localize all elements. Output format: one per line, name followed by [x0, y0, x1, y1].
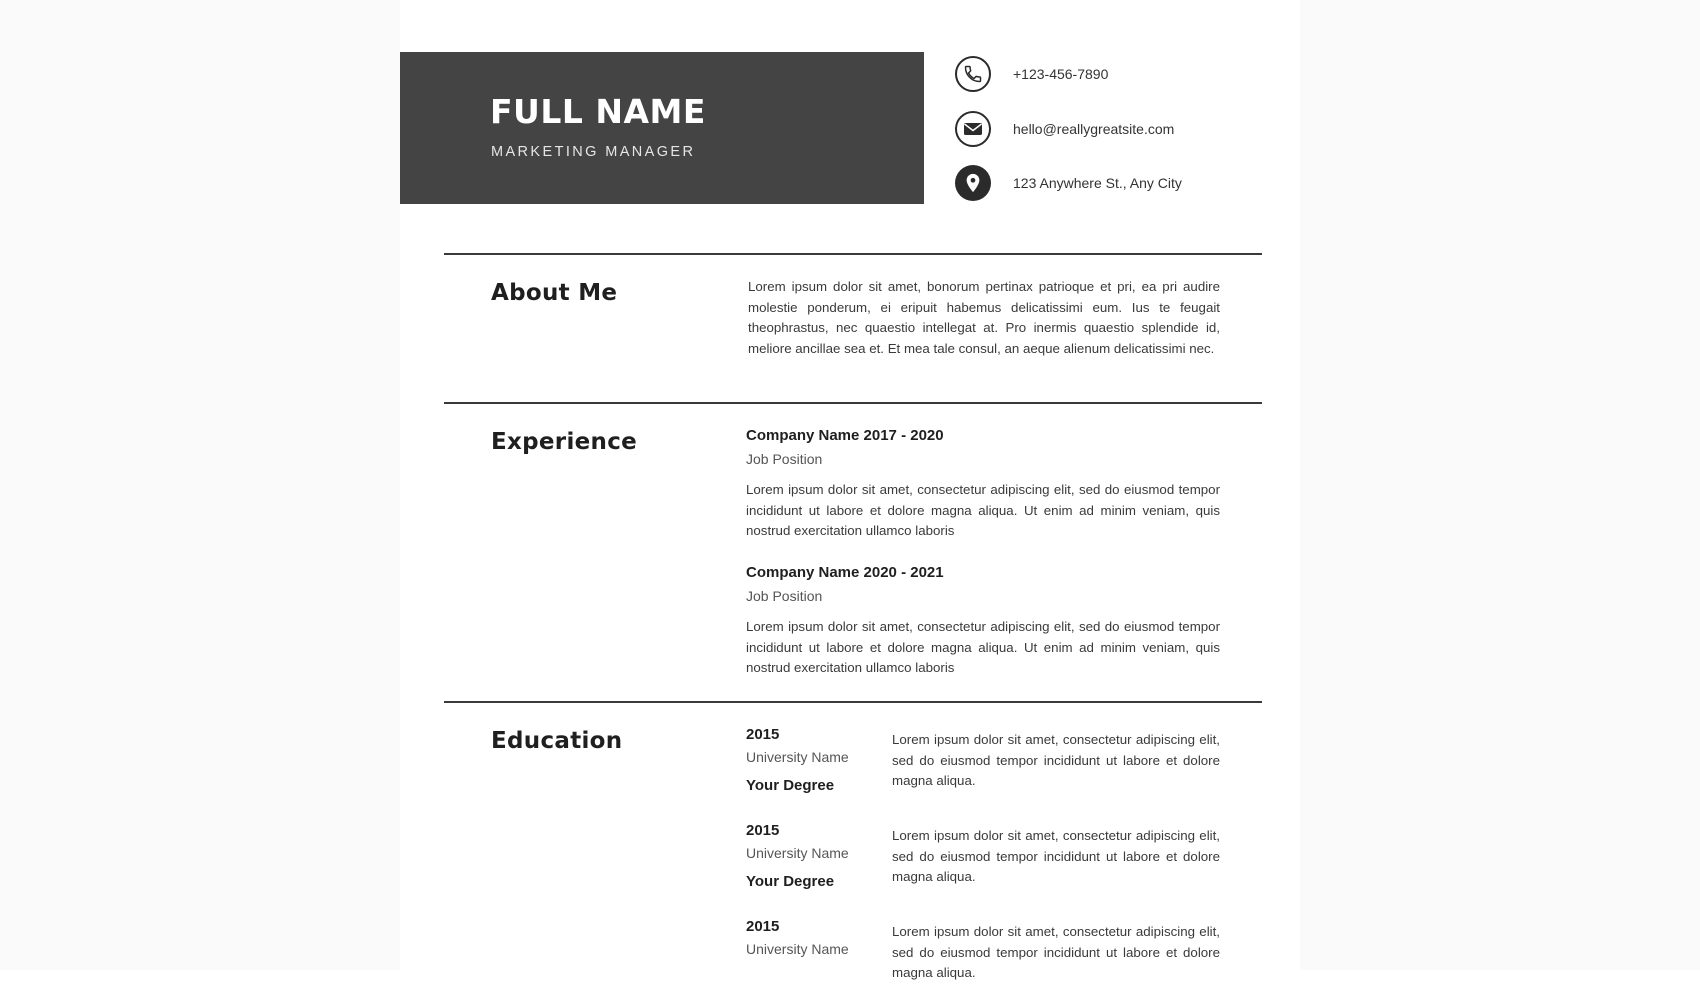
- edu-university-1: University Name: [746, 749, 849, 765]
- job-company-1: Company Name 2017 - 2020: [746, 427, 944, 444]
- about-title: About Me: [491, 280, 618, 306]
- job-position-2: Job Position: [746, 588, 823, 604]
- job-company-2: Company Name 2020 - 2021: [746, 564, 944, 581]
- edu-year-1: 2015: [746, 726, 780, 743]
- experience-title: Experience: [491, 429, 638, 455]
- left-margin: [0, 0, 400, 970]
- edu-description-2: Lorem ipsum dolor sit amet, consectetur adipiscing elit, sed do eiusmod tempor incididunt ut labore et dolore magna aliqua.: [892, 828, 1220, 885]
- about-text: Lorem ipsum dolor sit amet, bonorum pertinax patrioque et pri, ea pri audire molestie ponderum, ei eripuit habemus delicatissimi eum. Ius te feugait theophrastus, nec quaestio intellegat at. Pro inermis quaestio splendide id, meliore ancillae sea et. Et mea tale consul, an aeque alienum delicatissimi nec.: [748, 279, 1220, 356]
- education-title: Education: [491, 728, 623, 754]
- mail-icon: [955, 111, 991, 147]
- full-name: FULL NAME: [490, 92, 706, 131]
- job-position-1: Job Position: [746, 451, 823, 467]
- divider-experience: [444, 402, 1262, 404]
- edu-description-1: Lorem ipsum dolor sit amet, consectetur adipiscing elit, sed do eiusmod tempor incididunt ut labore et dolore magna aliqua.: [892, 732, 1220, 789]
- edu-year-3: 2015: [746, 918, 780, 935]
- email-text: hello@reallygreatsite.com: [1013, 121, 1175, 137]
- edu-degree-1: Your Degree: [746, 777, 835, 794]
- edu-university-3: University Name: [746, 941, 849, 957]
- location-pin-icon: [955, 165, 991, 201]
- contact-phone: [955, 54, 1108, 94]
- divider-education: [444, 701, 1262, 703]
- contact-email: [955, 109, 1174, 149]
- name-header: [400, 52, 924, 204]
- job-description-2: Lorem ipsum dolor sit amet, consectetur adipiscing elit, sed do eiusmod tempor incididunt ut labore et dolore magna aliqua. Ut enim ad minim veniam, quis nostrud exercitation ullamco laboris: [746, 619, 1220, 676]
- phone-icon: [955, 56, 991, 92]
- edu-year-2: 2015: [746, 822, 780, 839]
- job-title: MARKETING MANAGER: [491, 144, 696, 160]
- edu-degree-2: Your Degree: [746, 873, 835, 890]
- edu-degree-3: [746, 969, 834, 970]
- right-margin: [1300, 0, 1700, 970]
- edu-description-3: Lorem ipsum dolor sit amet, consectetur adipiscing elit, sed do eiusmod tempor incididunt ut labore et dolore magna aliqua.: [892, 924, 1220, 981]
- job-description-1: Lorem ipsum dolor sit amet, consectetur adipiscing elit, sed do eiusmod tempor incididunt ut labore et dolore magna aliqua. Ut enim ad minim veniam, quis nostrud exercitation ullamco laboris: [746, 482, 1220, 539]
- contact-address: [955, 163, 1182, 203]
- divider-about: [444, 253, 1262, 255]
- edu-university-2: University Name: [746, 845, 849, 861]
- address-text: 123 Anywhere St., Any City: [1013, 175, 1182, 191]
- phone-text: +123-456-7890: [1013, 66, 1109, 82]
